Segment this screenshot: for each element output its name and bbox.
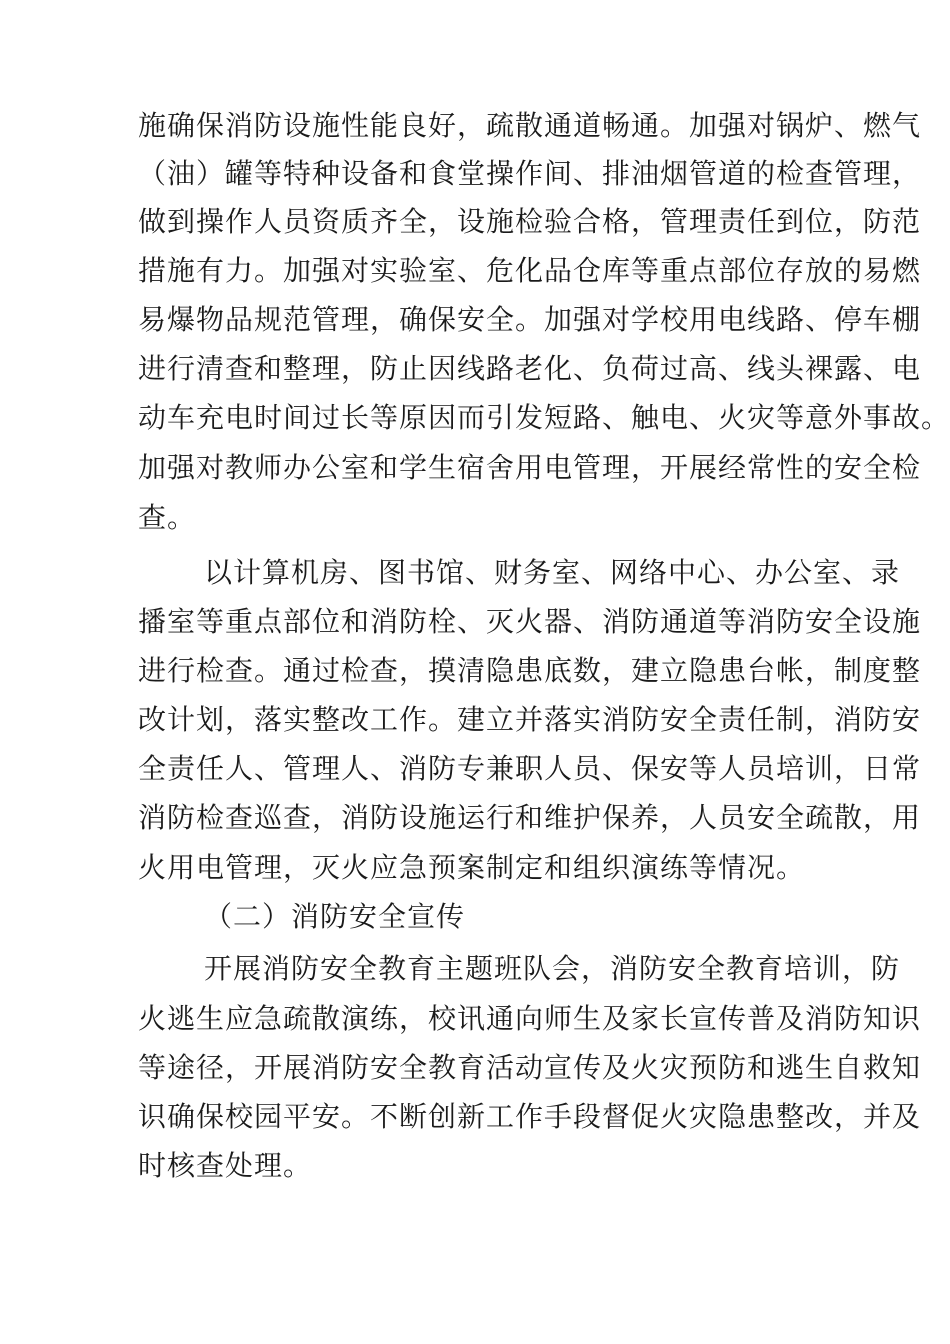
paragraph-line: 全责任人、管理人、消防专兼职人员、保安等人员培训，日常: [138, 752, 922, 785]
paragraph-line: 措施有力。加强对实验室、危化品仓库等重点部位存放的易燃: [138, 254, 922, 287]
paragraph-line: 动车充电时间过长等原因而引发短路、触电、火灾等意外事故。: [138, 401, 950, 434]
paragraph-line: 以计算机房、图书馆、财务室、网络中心、办公室、录: [204, 556, 901, 589]
paragraph-line: 消防检查巡查，消防设施运行和维护保养，人员安全疏散，用: [138, 801, 922, 834]
paragraph-line: 进行清查和整理，防止因线路老化、负荷过高、线头裸露、电: [138, 352, 922, 385]
paragraph-line: 识确保校园平安。不断创新工作手段督促火灾隐患整改，并及: [138, 1100, 922, 1133]
paragraph-line: 等途径，开展消防安全教育活动宣传及火灾预防和逃生自救知: [138, 1051, 922, 1084]
section-heading: （二）消防安全宣传: [204, 900, 466, 933]
paragraph-line: 易爆物品规范管理，确保安全。加强对学校用电线路、停车棚: [138, 303, 922, 336]
paragraph-line: 播室等重点部位和消防栓、灭火器、消防通道等消防安全设施: [138, 605, 922, 638]
paragraph-line: （油）罐等特种设备和食堂操作间、排油烟管道的检查管理，: [138, 157, 922, 190]
paragraph-line: 火用电管理，灭火应急预案制定和组织演练等情况。: [138, 851, 806, 884]
paragraph-line: 加强对教师办公室和学生宿舍用电管理，开展经常性的安全检: [138, 451, 922, 484]
paragraph-line: 做到操作人员资质齐全，设施检验合格，管理责任到位，防范: [138, 205, 922, 238]
paragraph-line: 查。: [138, 501, 197, 534]
paragraph-line: 开展消防安全教育主题班队会，消防安全教育培训，防: [204, 952, 901, 985]
paragraph-line: 火逃生应急疏散演练，校讯通向师生及家长宣传普及消防知识: [138, 1002, 922, 1035]
paragraph-line: 时核查处理。: [138, 1149, 313, 1182]
paragraph-line: 改计划，落实整改工作。建立并落实消防安全责任制，消防安: [138, 703, 922, 736]
paragraph-line: 进行检查。通过检查，摸清隐患底数，建立隐患台帐，制度整: [138, 654, 922, 687]
paragraph-line: 施确保消防设施性能良好，疏散通道畅通。加强对锅炉、燃气: [138, 109, 922, 142]
